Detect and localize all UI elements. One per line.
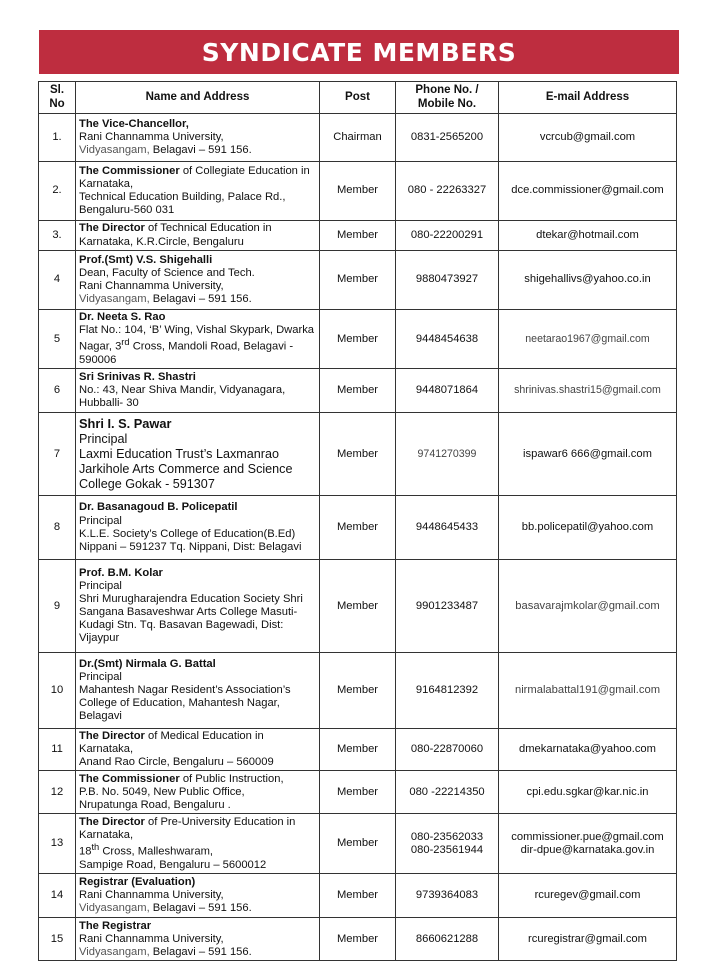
cell-post: Member (320, 729, 396, 771)
cell-sl: 3. (39, 221, 76, 251)
address-line: Rani Channamma University, (79, 932, 224, 945)
address-sup: rd (121, 337, 130, 348)
address-line: Hubballi- 30 (79, 397, 139, 410)
cell-email (499, 814, 677, 874)
address-part: Vidyasangam, (79, 902, 150, 915)
table-row (39, 918, 677, 961)
cell-name-address (76, 729, 320, 771)
address-line: Laxmi Education Trust’s Laxmanrao (79, 446, 279, 461)
cell-name-address (76, 221, 320, 251)
cell-phone: 080-22870060 (396, 729, 499, 771)
name-line (79, 773, 316, 786)
cell-name-address (76, 496, 320, 560)
table-row (39, 874, 677, 918)
table-row (39, 114, 677, 162)
cell-email: shrinivas.shastri15@gmail.com (499, 369, 677, 413)
cell-phone: 080 - 22263327 (396, 162, 499, 221)
phone-line: 080-23562033 (410, 830, 484, 843)
table-row (39, 413, 677, 496)
email-line: dir-dpue@karnataka.gov.in (520, 843, 655, 856)
cell-post: Member (320, 814, 396, 874)
name-rest: of Public Instruction, (179, 772, 284, 785)
cell-phone: 080 -22214350 (396, 771, 499, 814)
cell-name-address (76, 560, 320, 653)
member-name: The Director (79, 222, 145, 235)
name-line (79, 165, 316, 178)
cell-email: basavarajmkolar@gmail.com (499, 560, 677, 653)
member-name: Dr. Basanagoud B. Policepatil (79, 501, 238, 514)
cell-name-address (76, 162, 320, 221)
cell-phone: 080-22200291 (396, 221, 499, 251)
cell-sl: 14 (39, 874, 76, 918)
cell-sl: 4 (39, 251, 76, 310)
cell-name-address (76, 251, 320, 310)
table-row (39, 814, 677, 874)
address-line (79, 293, 316, 306)
cell-email: rcuregistrar@gmail.com (499, 918, 677, 961)
cell-email: dce.commissioner@gmail.com (499, 162, 677, 221)
address-line: Mahantesh Nagar Resident’s Association’s (79, 684, 291, 697)
table-row (39, 771, 677, 814)
address-line: Karnataka, (79, 828, 134, 841)
address-line: Technical Education Building, Palace Rd., (79, 191, 286, 203)
member-name: The Commissioner (79, 772, 180, 785)
member-name: The Commissioner (79, 164, 180, 177)
member-name: The Vice-Chancellor, (79, 117, 189, 130)
address-line (79, 946, 316, 959)
address-line: Principal (79, 670, 122, 683)
col-header-sl (39, 82, 76, 114)
address-line: No.: 43, Near Shiva Mandir, Vidyanagara, (79, 384, 286, 397)
member-name: The Director (79, 815, 145, 828)
address-part: Vidyasangam, (79, 945, 150, 958)
address-line: Sampige Road, Bengaluru – 5600012 (79, 858, 267, 871)
cell-sl: 10 (39, 653, 76, 729)
address-line: Kudagi Stn. Tq. Basavan Bagewadi, Dist: (79, 619, 284, 632)
member-name: Dr. Neeta S. Rao (79, 311, 166, 323)
address-line: Principal (79, 431, 128, 446)
name-line (79, 816, 316, 829)
cell-post: Member (320, 221, 396, 251)
cell-phone: 0831-2565200 (396, 114, 499, 162)
address-line (79, 337, 316, 354)
col-header-phone-line1: Phone No. / (415, 84, 479, 97)
name-line (79, 730, 316, 756)
cell-email: vcrcub@gmail.com (499, 114, 677, 162)
cell-name-address (76, 918, 320, 961)
address-line: P.B. No. 5049, New Public Office, (79, 785, 245, 798)
syndicate-members-table (38, 81, 677, 961)
address-part: Vidyasangam, (79, 144, 150, 157)
cell-sl: 1. (39, 114, 76, 162)
address-part: Belagavi – 591 156. (149, 945, 252, 958)
address-line: Karnataka, K.R.Circle, Bengaluru (79, 235, 244, 248)
address-line: College Gokak - 591307 (79, 476, 215, 491)
address-line: Rani Channamma University, (79, 130, 224, 143)
cell-phone: 9880473927 (396, 251, 499, 310)
cell-email: rcuregev@gmail.com (499, 874, 677, 918)
cell-post: Member (320, 369, 396, 413)
col-header-name: Name and Address (76, 82, 320, 114)
name-rest: of Medical Education in Karnataka, (79, 730, 264, 756)
member-name: Registrar (Evaluation) (79, 876, 196, 889)
cell-post: Chairman (320, 114, 396, 162)
table-header-row (39, 82, 677, 114)
col-header-sl-line1: Sl. (49, 84, 65, 97)
address-line (79, 902, 316, 915)
cell-sl: 5 (39, 310, 76, 369)
name-rest: of Technical Education in (144, 222, 272, 235)
member-name: The Registrar (79, 919, 152, 932)
cell-email: bb.policepatil@yahoo.com (499, 496, 677, 560)
address-sup: th (91, 842, 100, 853)
cell-name-address (76, 653, 320, 729)
cell-post: Member (320, 560, 396, 653)
address-line: College of Education, Mahantesh Nagar, (79, 697, 280, 710)
table-row (39, 221, 677, 251)
member-name: The Director (79, 730, 145, 743)
address-line: Nrupatunga Road, Bengaluru . (79, 798, 231, 811)
address-line: Jarkihole Arts Commerce and Science (79, 461, 293, 476)
col-header-phone-line2: Mobile No. (417, 97, 477, 110)
col-header-email: E-mail Address (499, 82, 677, 114)
cell-phone: 9739364083 (396, 874, 499, 918)
cell-email: dtekar@hotmail.com (499, 221, 677, 251)
cell-post: Member (320, 874, 396, 918)
address-part: Belagavi – 591 156. (149, 293, 252, 306)
cell-post: Member (320, 918, 396, 961)
address-line: Dean, Faculty of Science and Tech. (79, 266, 255, 279)
cell-email: nirmalabattal191@gmail.com (499, 653, 677, 729)
address-line: Rani Channamma University, (79, 889, 224, 902)
table-row (39, 369, 677, 413)
table-row (39, 496, 677, 560)
address-part: Cross, Malleshwaram, (99, 845, 213, 858)
address-line: Nippani – 591237 Tq. Nippani, Dist: Belagavi (79, 540, 302, 553)
phone-line: 080-23561944 (410, 843, 484, 856)
table-row (39, 560, 677, 653)
address-line: Vijaypur (79, 632, 120, 645)
col-header-sl-line2: No (49, 97, 65, 110)
email-line: commissioner.pue@gmail.com (511, 830, 664, 843)
address-line: 590006 (79, 354, 117, 367)
name-line (79, 222, 316, 235)
cell-phone (396, 814, 499, 874)
address-line: Sangana Basaveshwar Arts College Masuti- (79, 606, 298, 619)
page-title (39, 30, 679, 74)
address-part: Belagavi – 591 156. (149, 902, 252, 915)
address-line: Principal (79, 579, 122, 592)
cell-email: dmekarnataka@yahoo.com (499, 729, 677, 771)
table-row (39, 251, 677, 310)
cell-phone: 8660621288 (396, 918, 499, 961)
col-header-phone (396, 82, 499, 114)
cell-name-address (76, 874, 320, 918)
cell-phone: 9164812392 (396, 653, 499, 729)
member-name: Sri Srinivas R. Shastri (79, 370, 196, 383)
cell-sl: 9 (39, 560, 76, 653)
address-line: Shri Murugharajendra Education Society Shri (79, 593, 303, 606)
cell-email: ispawar6 666@gmail.com (499, 413, 677, 496)
address-part: Nagar, 3 (79, 340, 122, 353)
address-line: Belagavi (79, 710, 122, 723)
name-rest: of Collegiate Education in (179, 164, 310, 177)
cell-post: Member (320, 413, 396, 496)
cell-email: shigehallivs@yahoo.co.in (499, 251, 677, 310)
cell-phone: 9901233487 (396, 560, 499, 653)
cell-sl: 11 (39, 729, 76, 771)
cell-name-address (76, 771, 320, 814)
address-line: Anand Rao Circle, Bengaluru – 560009 (79, 756, 274, 769)
address-line: Flat No.: 104, ‘B’ Wing, Vishal Skypark, Dwarka (79, 324, 315, 337)
page-title-text: SYNDICATE MEMBERS (201, 37, 517, 67)
cell-email: cpi.edu.sgkar@kar.nic.in (499, 771, 677, 814)
address-line (79, 842, 316, 859)
cell-sl: 7 (39, 413, 76, 496)
member-name: Prof. B.M. Kolar (79, 566, 163, 579)
member-name: Prof.(Smt) V.S. Shigehalli (79, 253, 213, 266)
cell-sl: 15 (39, 918, 76, 961)
cell-post: Member (320, 251, 396, 310)
address-line: Karnataka, (79, 177, 134, 190)
address-part: Vidyasangam, (79, 293, 150, 306)
cell-post: Member (320, 310, 396, 369)
cell-name-address (76, 814, 320, 874)
address-line (79, 144, 316, 157)
address-line: Principal (79, 514, 122, 527)
cell-phone: 9448454638 (396, 310, 499, 369)
address-line: Bengaluru-560 031 (79, 204, 175, 217)
cell-post: Member (320, 496, 396, 560)
cell-name-address (76, 310, 320, 369)
cell-post: Member (320, 653, 396, 729)
table-row (39, 162, 677, 221)
cell-phone: 9448645433 (396, 496, 499, 560)
table-row (39, 310, 677, 369)
cell-sl: 6 (39, 369, 76, 413)
address-part: Belagavi – 591 156. (149, 144, 252, 157)
member-name: Dr.(Smt) Nirmala G. Battal (79, 657, 216, 670)
address-line: Rani Channamma University, (79, 280, 224, 292)
address-line: K.L.E. Society’s College of Education(B.Ed) (79, 527, 296, 540)
cell-sl: 12 (39, 771, 76, 814)
table-row (39, 729, 677, 771)
cell-email: neetarao1967@gmail.com (499, 310, 677, 369)
cell-name-address (76, 114, 320, 162)
cell-sl: 2. (39, 162, 76, 221)
cell-phone: 9741270399 (396, 413, 499, 496)
member-name: Shri I. S. Pawar (79, 416, 172, 432)
cell-phone: 9448071864 (396, 369, 499, 413)
name-rest: of Pre-University Education in (144, 815, 296, 828)
table-row (39, 653, 677, 729)
col-header-post: Post (320, 82, 396, 114)
cell-post: Member (320, 162, 396, 221)
address-part: Cross, Mandoli Road, Belagavi - (129, 340, 294, 353)
cell-sl: 8 (39, 496, 76, 560)
cell-sl: 13 (39, 814, 76, 874)
cell-name-address (76, 413, 320, 496)
cell-post: Member (320, 771, 396, 814)
address-part: 18 (79, 845, 92, 858)
cell-name-address (76, 369, 320, 413)
